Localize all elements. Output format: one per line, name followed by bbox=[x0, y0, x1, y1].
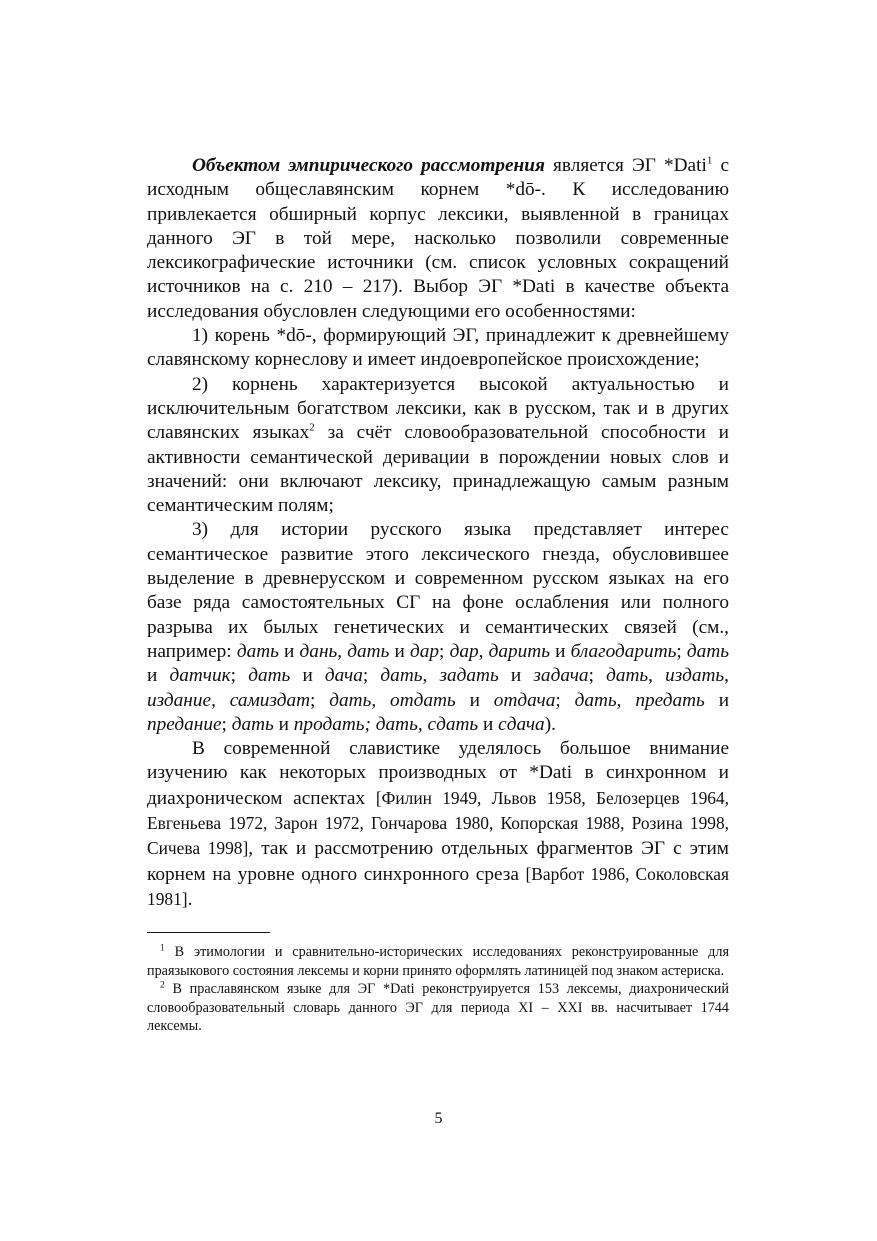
example-separator: , bbox=[371, 689, 391, 711]
footnotes bbox=[147, 943, 729, 1036]
example-word: сдача bbox=[498, 713, 545, 735]
example-separator: и bbox=[478, 713, 499, 735]
page-number: 5 bbox=[434, 1110, 443, 1127]
example-word: дар bbox=[410, 640, 440, 662]
paragraph-text: 3) для истории русского языка представляет интерес семантическое развитие этого лексического гнезда, обусловившее выделение в древнерусском и современном русском языках на его базе ряда самостоятельных СГ на фоне ослабления или полного разрыва их былых генетических и семантических связей (см., например: bbox=[147, 519, 729, 662]
example-word: дать bbox=[574, 689, 617, 711]
example-word: отдача bbox=[493, 689, 556, 711]
example-separator: ; bbox=[310, 689, 330, 711]
paragraph-intro bbox=[147, 154, 729, 324]
footnote-ref: 1 bbox=[706, 154, 713, 167]
example-word: дань bbox=[299, 640, 338, 662]
footnote-2 bbox=[147, 980, 729, 1036]
example-separator: и bbox=[147, 665, 170, 687]
example-separator: ; bbox=[555, 689, 575, 711]
footnote-text: В этимологии и сравнительно-исторических исследованиях реконструированные для праязыкового состояния лексемы и корни принято оформлять латиницей под знаком астериска. bbox=[147, 944, 729, 979]
example-word: дать bbox=[686, 640, 730, 662]
example-word: дарить bbox=[488, 640, 550, 662]
example-separator: и bbox=[549, 640, 571, 662]
example-separator: , bbox=[616, 689, 636, 711]
example-separator: ; bbox=[221, 713, 232, 735]
example-separator: ; bbox=[230, 665, 249, 687]
paragraph-text: ). bbox=[544, 713, 556, 735]
paragraph-text: 2) корнень характеризуется высокой актуальностью и исключительным богатством лексики, как в русском, так и в других славянских языках bbox=[147, 373, 729, 444]
footnote-1 bbox=[147, 943, 729, 980]
example-separator: и bbox=[704, 689, 730, 711]
paragraph-text: является ЭГ *Dati bbox=[544, 155, 707, 176]
footnote-ref: 2 bbox=[309, 421, 315, 434]
example-separator: и bbox=[389, 640, 410, 662]
example-word: продать; дать, сдать bbox=[293, 713, 479, 735]
example-word: дача bbox=[324, 665, 363, 687]
example-separator: , bbox=[724, 665, 729, 687]
footnote-divider bbox=[147, 932, 270, 933]
example-word: издание bbox=[147, 689, 212, 711]
example-word: благодарить bbox=[570, 640, 677, 662]
example-word: дать bbox=[236, 640, 279, 662]
example-word: дать bbox=[606, 665, 649, 687]
page-body bbox=[147, 154, 729, 1036]
example-word: задача bbox=[533, 665, 589, 687]
list-item-2 bbox=[147, 373, 729, 519]
example-word: предать bbox=[635, 689, 705, 711]
example-separator: ; bbox=[439, 640, 450, 662]
paragraph-text: , так и рассмотрению отдельных фрагментов ЭГ с этим корнем на уровне одного синхронного среза bbox=[147, 838, 730, 885]
footnote-number: 2 bbox=[160, 980, 165, 991]
main-text bbox=[147, 154, 729, 912]
example-separator: и bbox=[290, 665, 325, 687]
example-separator: и bbox=[273, 713, 294, 735]
example-word: издать bbox=[665, 665, 725, 687]
example-separator: , bbox=[211, 689, 230, 711]
example-separator: ; bbox=[588, 665, 607, 687]
example-separator: ; bbox=[362, 665, 381, 687]
list-item-1 bbox=[147, 324, 729, 373]
example-word: предание bbox=[147, 713, 222, 735]
footnote-text: В праславянском языке для ЭГ *Dati реконструируется 153 лексемы, диахронический словообразовательный словарь данного ЭГ для периода XI – XXI вв. насчитывает 1744 лексемы. bbox=[147, 981, 729, 1035]
paragraph-literature bbox=[147, 737, 729, 912]
footnote-number: 1 bbox=[160, 943, 165, 954]
example-word: самиздат bbox=[229, 689, 311, 711]
example-separator: , bbox=[337, 640, 348, 662]
example-separator: ; bbox=[676, 640, 687, 662]
example-separator: , bbox=[648, 665, 666, 687]
citation-list: [Филин 1949, Львов 1958, Белозерцев 1964, Евгеньева 1972, Зарон 1972, Гончарова 1980, Копорская 1988, Розина 1998, Сичева 1998] bbox=[147, 787, 729, 859]
example-separator: и bbox=[455, 689, 494, 711]
paragraph-text: 1) корень *dō-, формирующий ЭГ, принадлежит к древнейшему славянскому корнеслову и имеет индоевропейское происхождение; bbox=[147, 325, 729, 371]
lead-phrase: Объектом эмпирического рассмотрения bbox=[192, 155, 545, 176]
example-word: дать bbox=[329, 689, 372, 711]
paragraph-text: В современной славистике уделялось большое внимание изучению как некоторых производных от *Dati в синхронном и диахроническом аспектах bbox=[147, 738, 729, 809]
paragraph-text: с исходным общеславянским корнем *dō-. К исследованию привлекается обширный корпус лексики, выявленной в границах данного ЭГ в той мере, насколько позволили современные лексикографические источники (см. список условных сокращений источников на с. 210 – 217). Выбор ЭГ *Dati в качестве объекта исследования обусловлен следующими его особенностями: bbox=[147, 155, 730, 322]
example-word: дар bbox=[449, 640, 479, 662]
example-word: дать bbox=[380, 665, 423, 687]
example-word: задать bbox=[439, 665, 499, 687]
example-word: датчик bbox=[169, 665, 231, 687]
example-word: дать bbox=[347, 640, 390, 662]
example-word: дать bbox=[231, 713, 274, 735]
example-separator: и bbox=[498, 665, 534, 687]
citation-list: [Варбот 1986, Соколовская 1981] bbox=[147, 863, 729, 909]
list-item-3 bbox=[147, 518, 729, 737]
example-separator: , bbox=[422, 665, 440, 687]
paragraph-text: за счёт словообразовательной способности и активности семантической деривации в порождении новых слов и значений: они включают лексику, принадлежащую самым разным семантическим полям; bbox=[147, 422, 729, 517]
example-separator: , bbox=[478, 640, 489, 662]
example-word: отдать bbox=[390, 689, 456, 711]
paragraph-text: . bbox=[187, 888, 193, 910]
example-separator: и bbox=[278, 640, 300, 662]
example-word: дать bbox=[248, 665, 291, 687]
